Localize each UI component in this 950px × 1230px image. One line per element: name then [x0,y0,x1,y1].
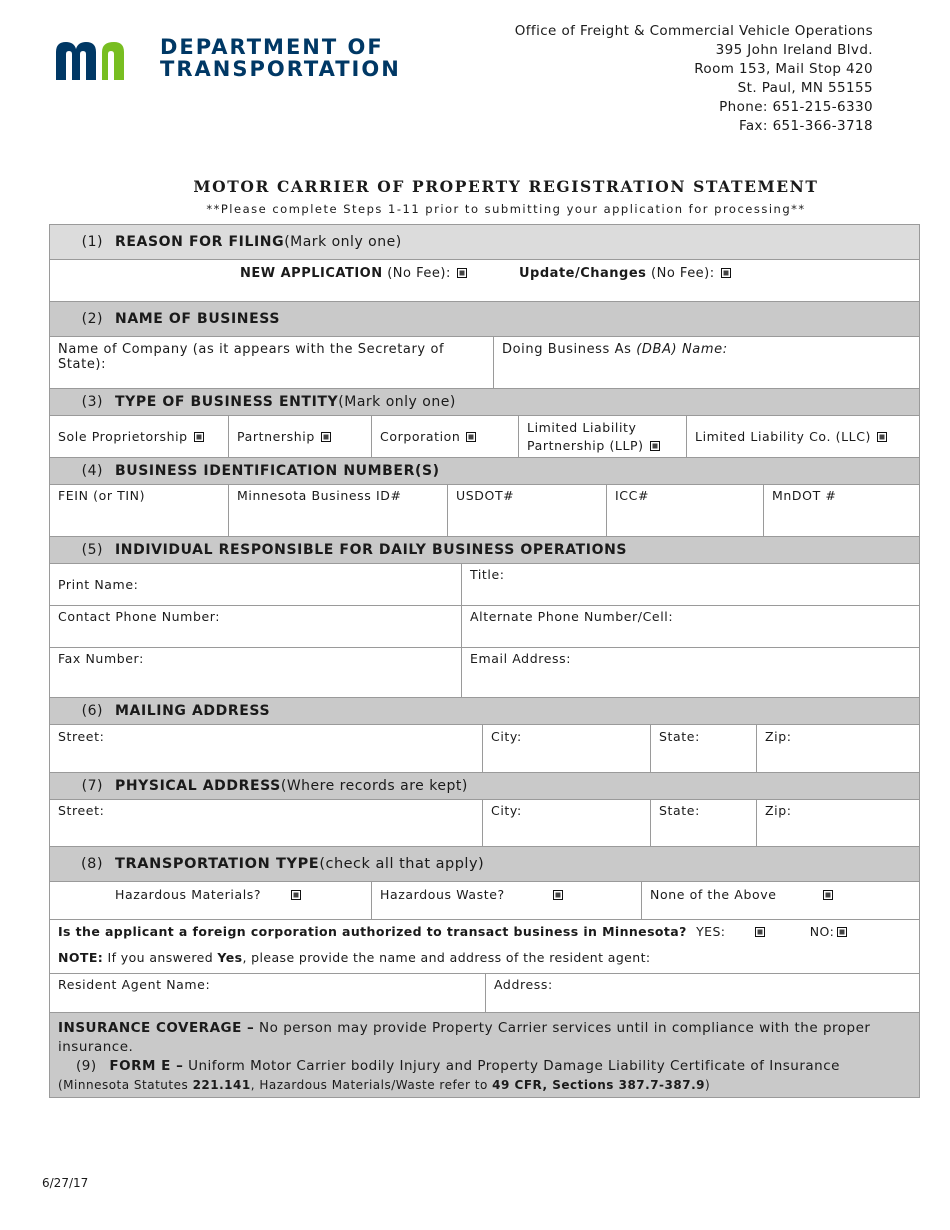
form-e-text: Uniform Motor Carrier bodily Injury and Property Damage Liability Certificate of Insurance [183,1058,840,1074]
corporation-label: Corporation [380,429,461,444]
foreign-no-checkbox[interactable] [837,927,847,937]
usdot-label: USDOT# [456,488,515,503]
sole-proprietorship-checkbox[interactable] [194,432,204,442]
resident-agent-note [58,950,911,965]
office-fax: Fax: 651-366-3718 [738,118,873,134]
statute-cfr: 49 CFR, Sections 387.7-387.9 [492,1078,705,1092]
section-title: REASON FOR FILING [115,234,285,250]
physical-city-label: City: [491,803,522,818]
foreign-corporation-row [50,920,919,974]
section-title: TRANSPORTATION TYPE [115,856,320,872]
section-5-row-2 [50,606,919,648]
statute-prefix: (Minnesota Statutes [58,1078,193,1092]
section-number: (4) [81,463,103,479]
logo-wordmark [160,36,401,80]
hazardous-materials-checkbox[interactable] [291,890,301,900]
none-of-above-option [642,882,919,919]
office-address [515,22,873,136]
physical-city-field[interactable] [483,800,651,846]
resident-agent-address-label: Address: [494,977,553,992]
hazardous-waste-label: Hazardous Waste? [380,887,505,902]
form-subtitle: **Please complete Steps 1-11 prior to submitting your application for processing** [206,202,806,216]
section-5-row-1 [50,564,919,606]
insurance-body: No person may provide Property Carrier services until in compliance with the proper insurance. [58,1020,871,1055]
resident-agent-row [50,974,919,1013]
office-line: Office of Freight & Commercial Vehicle Operations [514,23,873,39]
llc-option [687,416,919,457]
new-application-note: (No Fee): [382,266,451,281]
section-note: (check all that apply) [319,856,485,872]
new-application-label: NEW APPLICATION [240,266,383,281]
section-7-body [50,800,919,847]
physical-zip-label: Zip: [765,803,792,818]
sole-proprietorship-option [50,416,229,457]
fax-number-field[interactable] [50,648,462,697]
office-phone: Phone: 651-215-6330 [719,99,873,115]
partnership-label: Partnership [237,429,315,444]
llc-label: Limited Liability Co. (LLC) [695,429,872,444]
mailing-state-field[interactable] [651,725,757,772]
insurance-section [50,1013,919,1097]
dba-name-field[interactable] [494,337,919,388]
section-number: (9) [76,1058,97,1074]
section-number: (6) [81,703,103,719]
title-field[interactable] [462,564,919,605]
title-label: Title: [470,567,505,582]
update-changes-checkbox[interactable] [721,268,731,278]
section-number: (2) [81,311,103,327]
mailing-city-field[interactable] [483,725,651,772]
section-1-header [50,225,919,260]
physical-street-field[interactable] [50,800,483,846]
section-5-row-3 [50,648,919,698]
resident-agent-name-label: Resident Agent Name: [58,977,211,992]
no-label: NO: [809,924,835,939]
statute-end: ) [705,1078,711,1092]
section-title: MAILING ADDRESS [115,703,271,719]
fein-field[interactable] [50,485,229,536]
sole-proprietorship-label: Sole Proprietorship [58,429,188,444]
fax-number-label: Fax Number: [58,651,144,666]
partnership-option [229,416,372,457]
section-number: (1) [81,234,103,250]
registration-form [49,224,920,1098]
statute-number: 221.141 [192,1078,251,1092]
note-yes: Yes [217,950,243,965]
mailing-city-label: City: [491,729,522,744]
update-changes-label: Update/Changes [519,266,647,281]
mailing-street-field[interactable] [50,725,483,772]
section-note: (Mark only one) [338,394,456,410]
section-title: BUSINESS IDENTIFICATION NUMBER(S) [115,463,440,479]
llp-label-line-1: Limited Liability [527,420,637,435]
alternate-phone-field[interactable] [462,606,919,647]
revision-date: 6/27/17 [42,1176,89,1190]
section-number: (7) [81,778,103,794]
section-8-header [50,847,919,882]
partnership-checkbox[interactable] [321,432,331,442]
none-of-above-checkbox[interactable] [823,890,833,900]
section-title: INDIVIDUAL RESPONSIBLE FOR DAILY BUSINESS OPERATIONS [115,542,628,558]
dba-label: Doing Business As [502,342,637,357]
alternate-phone-label: Alternate Phone Number/Cell: [470,609,674,624]
mndot-label: MnDOT # [772,488,837,503]
company-name-field[interactable] [50,337,494,388]
statute-line [58,1076,911,1095]
statute-middle: , Hazardous Materials/Waste refer to [250,1078,493,1092]
section-note: (Mark only one) [284,234,402,250]
insurance-coverage-text [58,1019,911,1057]
foreign-yes-checkbox[interactable] [755,927,765,937]
section-3-header [50,389,919,416]
foreign-corporation-question [58,924,911,939]
contact-phone-label: Contact Phone Number: [58,609,221,624]
print-name-field[interactable] [50,564,462,605]
mailing-zip-field[interactable] [757,725,919,772]
section-title: NAME OF BUSINESS [115,311,281,327]
llp-checkbox[interactable] [650,441,660,451]
section-6-body [50,725,919,773]
office-line: 395 John Ireland Blvd. [715,42,873,58]
usdot-field[interactable] [448,485,607,536]
llp-label-line-2: Partnership (LLP) [527,438,644,453]
none-of-above-label: None of the Above [650,887,777,902]
new-application-checkbox[interactable] [457,268,467,278]
office-line: St. Paul, MN 55155 [737,80,873,96]
update-changes-note: (No Fee): [646,266,715,281]
note-text-2: , please provide the name and address of the resident agent: [242,950,651,965]
corporation-checkbox[interactable] [466,432,476,442]
hazardous-materials-label: Hazardous Materials? [115,887,262,902]
section-number: (3) [81,394,103,410]
hazardous-waste-checkbox[interactable] [553,890,563,900]
section-title: TYPE OF BUSINESS ENTITY [115,394,339,410]
section-4-header [50,458,919,485]
hazardous-materials-option [50,882,372,919]
section-4-body [50,485,919,537]
section-5-header [50,537,919,564]
new-application-option [240,266,467,281]
mndot-logo [54,38,154,82]
form-title: MOTOR CARRIER OF PROPERTY REGISTRATION STATEMENT [193,177,819,196]
fein-label: FEIN (or TIN) [58,488,146,503]
section-7-header [50,773,919,800]
email-address-label: Email Address: [470,651,572,666]
mailing-street-label: Street: [58,729,105,744]
physical-street-label: Street: [58,803,105,818]
section-6-header [50,698,919,725]
hazardous-waste-option [372,882,642,919]
resident-agent-name-field[interactable] [50,974,486,1012]
dba-label-italic: (DBA) Name: [636,342,728,357]
section-note: (Where records are kept) [280,778,468,794]
update-changes-option [519,266,731,281]
corporation-option [372,416,519,457]
section-3-body [50,416,919,458]
physical-state-label: State: [659,803,700,818]
resident-agent-address-field[interactable] [486,974,919,1012]
section-2-body [50,337,919,389]
llp-option [519,416,687,457]
mailing-state-label: State: [659,729,700,744]
yes-label: YES: [696,924,726,939]
icc-field[interactable] [607,485,764,536]
section-number: (8) [80,856,103,872]
email-address-field[interactable] [462,648,919,697]
icc-label: ICC# [615,488,650,503]
section-title: PHYSICAL ADDRESS [115,778,281,794]
logo-line-2: TRANSPORTATION [160,57,401,81]
mn-business-id-label: Minnesota Business ID# [237,488,402,503]
section-2-header [50,302,919,337]
note-text-1: If you answered [103,950,218,965]
form-e-line [58,1057,911,1076]
contact-phone-field[interactable] [50,606,462,647]
section-1-body [50,260,919,302]
mn-business-id-field[interactable] [229,485,448,536]
print-name-label: Print Name: [58,577,139,592]
mailing-zip-label: Zip: [765,729,792,744]
llc-checkbox[interactable] [877,432,887,442]
note-label: NOTE: [58,950,104,965]
mndot-field[interactable] [764,485,919,536]
foreign-corporation-question-text: Is the applicant a foreign corporation authorized to transact business in Minnesota? [58,924,687,939]
form-e-title: FORM E – [109,1058,184,1074]
physical-state-field[interactable] [651,800,757,846]
section-number: (5) [81,542,103,558]
section-8-types [50,882,919,920]
office-line: Room 153, Mail Stop 420 [694,61,873,77]
insurance-title: INSURANCE COVERAGE – [58,1020,255,1036]
physical-zip-field[interactable] [757,800,919,846]
company-name-label: Name of Company (as it appears with the Secretary of State): [58,342,445,372]
logo-line-1: DEPARTMENT OF [160,35,384,59]
